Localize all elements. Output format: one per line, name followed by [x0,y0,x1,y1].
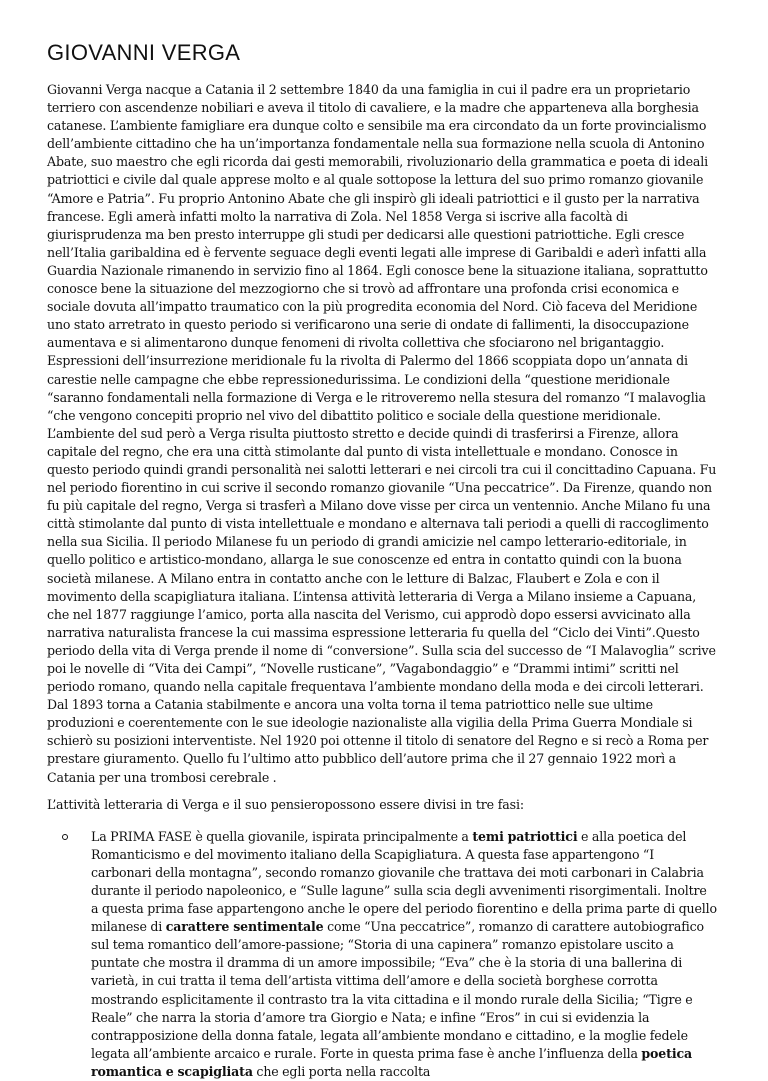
phase-text: La PRIMA FASE è quella giovanile, ispirata principalmente a [91,828,473,844]
document-title: GIOVANNI VERGA [47,40,241,65]
phase-emphasis: carattere sentimentale [165,919,324,935]
phase-text: che egli porta nella raccolta [252,1063,431,1079]
document-page [47,38,717,1081]
phase-text: e alla poetica del Romanticismo e del movimento italiano della Scapigliatura. A questa fase appartengono “I carbonari della montagna”, secondo romanzo giovanile che trattava dei moti carbonari in Calabria durante il periodo napoleonico, e “Sulle lagune” sulla scia degli avvenimenti risorgimentali. Inoltre a questa prima fase appartengono anche le opere del periodo fiorentino e della prima parte di quello milanese di [91,828,717,935]
phase-emphasis: poetica romantica e scapigliata [91,1045,693,1079]
phase-emphasis: temi patriottici [472,828,578,844]
phase-text: come “Una peccatrice”, romanzo di carattere autobiografico sul tema romantico dell’amore-passione; “Storia di una capinera” romanzo epistolare uscito a puntate che mostra il dramma di un amore impossibile; “Eva” che è la storia di una ballerina di varietà, in cui tratta il tema dell’artista vittima dell’amore e della società borghese corrotta mostrando esplicitamente il contrasto tra la vita cittadina e il mondo rurale della Sicilia; “Tigre e Reale” che narra la storia d’amore tra Giorgio e Nata; e infine “Eros” in cui si evidenzia la contrapposizione della donna fatale, legata all’ambiente mondano e cittadino, e la moglie fedele legata all’ambiente arcaico e rurale. Forte in questa prima fase è anche l’influenza della [91,919,704,1061]
list-item-prima-fase [91,828,717,1081]
phases-list [47,828,717,1081]
biography-paragraph: Giovanni Verga nacque a Catania il 2 settembre 1840 da una famiglia in cui il padre era un proprietario terriero con ascendenze nobiliari e aveva il titolo di cavaliere, e la madre che apparteneva alla borghesia catanese. L’ambiente famigliare era dunque colto e sensibile ma era circondato da un forte provincialismo dell’ambiente cittadino che ha un’importanza fondamentale nella sua formazione nella scuola di Antonino Abate, suo maestro che egli ricorda dai gesti memorabili, rivoluzionario della grammatica e poeta di ideali patriottici e civile dal quale apprese molto e al quale sottopose la lettura del suo primo romanzo giovanile “Amore e Patria”. Fu proprio Antonino Abate che gli inspirò gli ideali patriottici e il gusto per la narrativa francese. Egli amerà infatti molto la narrativa di Zola. Nel 1858 Verga si iscrive alla facoltà di giurisprudenza ma ben presto interruppe gli studi per dedicarsi alle questioni patriottiche. Egli cresce nell’Italia garibaldina ed è fervente seguace degli eventi legati alle imprese di Garibaldi e aderì infatti alla Guardia Nazionale rimanendo in servizio fino al 1864. Egli conosce bene la situazione italiana, soprattutto conosce bene la situazione del mezzogiorno che si trovò ad affrontare una profonda crisi economica e sociale dovuta all’impatto traumatico con la più progredita economia del Nord. Ciò faceva del Meridione uno stato arretrato in questo periodo si verificarono una serie di ondate di fallimenti, la disoccupazione aumentava e si alimentarono dunque fenomeni di rivolta collettiva che sfociarono nel brigantaggio. Espressioni dell’insurrezione meridionale fu la rivolta di Palermo del 1866 scoppiata dopo un’annata di carestie nelle campagne che ebbe repressionedurissima. Le condizioni della “questione meridionale “saranno fondamentali nella formazione di Verga e le ritroveremo nella stesura del romanzo “I malavoglia “che vengono concepiti proprio nel vivo del dibattito politico e sociale della questione meridionale. L’ambiente del sud però a Verga risulta piuttosto stretto e decide quindi di trasferirsi a Firenze, allora capitale del regno, che era una città stimolante dal punto di vista intellettuale e mondano. Conosce in questo periodo quindi grandi personalità nei salotti letterari e nei circoli tra cui il concittadino Capuana. Fu nel periodo fiorentino in cui scrive il secondo romanzo giovanile “Una peccatrice”. Da Firenze, quando non fu più capitale del regno, Verga si trasferì a Milano dove visse per circa un ventennio. Anche Milano fu una città stimolante dal punto di vista intellettuale e mondano e alternava tali periodi a quelli di raccoglimento nella sua Sicilia. Il periodo Milanese fu un periodo di grandi amicizie nel campo letterario-editoriale, in quello politico e artistico-mondano, allarga le sue conoscenze ed entra in contatto quindi con la buona società milanese. A Milano entra in contatto anche con le letture di Balzac, Flaubert e Zola e con il movimento della scapigliatura italiana. L’intensa attività letteraria di Verga a Milano insieme a Capuana, che nel 1877 raggiunge l’amico, porta alla nascita del Verismo, cui approdò dopo essersi avvicinato alla narrativa naturalista francese la cui massima espressione letteraria fu quella del “Ciclo dei Vinti”.Questo periodo della vita di Verga prende il nome di “conversione”. Sulla scia del successo de “I Malavoglia” scrive poi le novelle di “Vita dei Campi”, “Novelle rusticane”, ”Vagabondaggio” e “Drammi intimi” scritti nel periodo romano, quando nella capitale frequentava l’ambiente mondano della moda e dei circoli letterari. Dal 1893 torna a Catania stabilmente e ancora una volta torna il tema patriottico nelle sue ultime produzioni e coerentemente con le sue ideologie nazionaliste alla vigilia della Prima Guerra Mondiale si schierò su posizioni interventiste. Nel 1920 poi ottenne il titolo di senatore del Regno e si recò a Roma per prestare giuramento. Quello fu l’ultimo atto pubblico dell’autore prima che il 27 gennaio 1922 morì a Catania per una trombosi cerebrale . [47,82,717,785]
circle-bullet-icon [62,834,68,840]
phases-intro: L’attività letteraria di Verga e il suo pensieropossono essere divisi in tre fasi: [47,796,524,812]
